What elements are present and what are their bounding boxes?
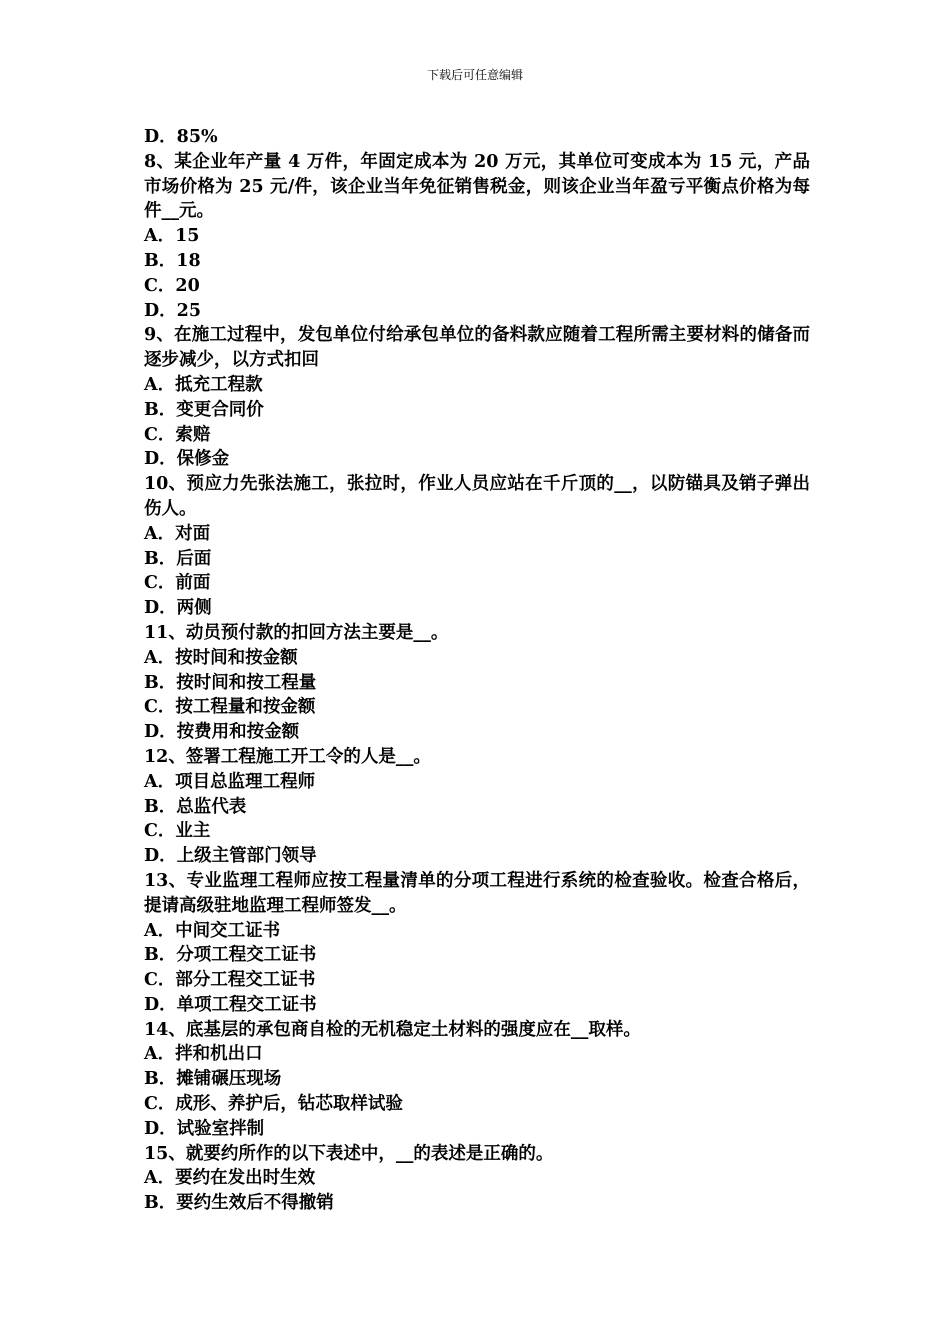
- option-a-q10: A．对面: [144, 523, 211, 544]
- option-a-q13: A．中间交工证书: [144, 920, 281, 941]
- option-b-q15: B．要约生效后不得撤销: [144, 1193, 334, 1214]
- option-b-q8: B．18: [144, 250, 201, 271]
- option-d-q13: D．单项工程交工证书: [144, 994, 317, 1015]
- option-c-q13: C．部分工程交工证书: [144, 970, 316, 991]
- option-b-q11: B．按时间和按工程量: [144, 672, 317, 693]
- option-a-q8: A．15: [144, 226, 200, 247]
- option-d-q14: D．试验室拌制: [144, 1118, 265, 1139]
- question-12: 12、签署工程施工开工令的人是__。: [144, 746, 431, 767]
- option-c-q12: C．业主: [144, 821, 211, 842]
- question-11: 11、动员预付款的扣回方法主要是__。: [144, 622, 449, 643]
- option-d-q8: D．25: [144, 300, 202, 321]
- option-c-q14: C．成形、养护后，钻芯取样试验: [144, 1094, 403, 1115]
- option-c-q8: C．20: [144, 275, 200, 296]
- question-8: 8、某企业年产量 4 万件，年固定成本为 20 万元，其单位可变成本为 15 元，产品市场价格为 25 元/件，该企业当年免征销售税金，则该企业当年盈亏平衡点价格为每件__元。: [144, 151, 810, 222]
- question-10: 10、预应力先张法施工，张拉时，作业人员应站在千斤顶的__，以防锚具及销子弹出伤人。: [144, 474, 810, 519]
- option-d-q7: D．85%: [144, 127, 218, 147]
- option-a-q9: A．抵充工程款: [144, 374, 263, 395]
- option-c-q10: C．前面: [144, 573, 211, 594]
- question-9: 9、在施工过程中，发包单位付给承包单位的备料款应随着工程所需主要材料的储备而逐步减少，以方式扣回: [144, 325, 810, 371]
- question-14: 14、底基层的承包商自检的无机稳定土材料的强度应在__取样。: [144, 1019, 641, 1040]
- option-a-q11: A．按时间和按金额: [144, 647, 298, 668]
- option-b-q9: B．变更合同价: [144, 399, 264, 420]
- option-a-q12: A．项目总监理工程师: [144, 771, 316, 792]
- option-d-q11: D．按费用和按金额: [144, 722, 300, 743]
- option-b-q12: B．总监代表: [144, 796, 247, 817]
- option-d-q10: D．两侧: [144, 598, 212, 619]
- option-c-q9: C．索赔: [144, 424, 211, 445]
- question-15: 15、就要约所作的以下表述中，__的表述是正确的。: [144, 1143, 554, 1164]
- document-body: [144, 125, 810, 1216]
- page-header: 下载后可任意编辑: [426, 68, 523, 82]
- option-b-q13: B．分项工程交工证书: [144, 945, 317, 966]
- option-a-q14: A．拌和机出口: [144, 1044, 263, 1065]
- option-d-q9: D．保修金: [144, 449, 230, 470]
- option-a-q15: A．要约在发出时生效: [144, 1168, 316, 1189]
- option-c-q11: C．按工程量和按金额: [144, 697, 316, 718]
- question-13: 13、专业监理工程师应按工程量清单的分项工程进行系统的检查验收。检查合格后，提请高级驻地监理工程师签发__。: [144, 870, 810, 916]
- option-d-q12: D．上级主管部门领导: [144, 846, 317, 867]
- option-b-q14: B．摊铺碾压现场: [144, 1069, 282, 1090]
- option-b-q10: B．后面: [144, 548, 212, 569]
